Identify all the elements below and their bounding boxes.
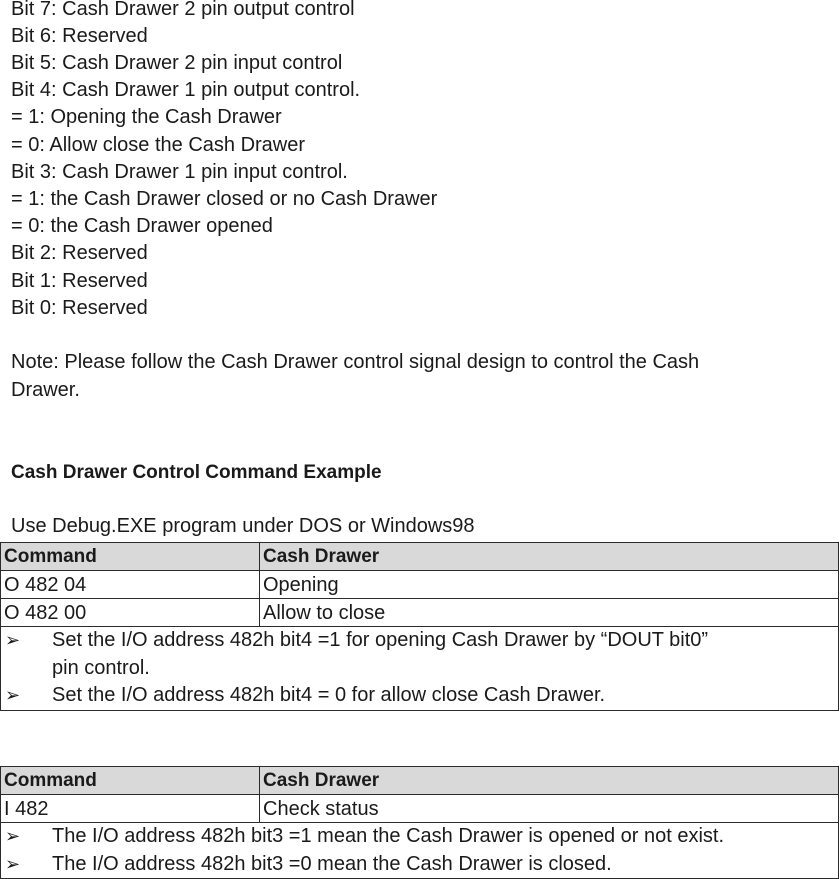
bit2-line: Bit 2: Reserved [11,242,148,264]
note-line-2: Drawer. [11,379,80,401]
bit4-value1-line: = 1: Opening the Cash Drawer [11,106,282,128]
command-cell: O 482 04 [1,571,260,599]
bit4-value0-line: = 0: Allow close the Cash Drawer [11,134,306,156]
bullet-item [1,823,838,851]
header-command: Command [1,543,260,571]
cash-drawer-cell: Allow to close [260,599,839,627]
arrow-bullet-icon: ➢ [5,853,21,874]
bit7-line: Bit 7: Cash Drawer 2 pin output control [11,0,355,20]
arrow-bullet-icon: ➢ [5,826,21,846]
table-row [1,795,839,823]
command-table-read [0,766,839,879]
table-row [1,599,839,627]
arrow-bullet-icon: ➢ [5,685,21,705]
notes-cell [1,823,839,879]
bullet-text-continued: pin control. [52,656,150,679]
table-notes-row [1,627,839,711]
bit6-line: Bit 6: Reserved [11,25,148,47]
bit3-line: Bit 3: Cash Drawer 1 pin input control. [11,161,348,183]
bullet-text: Set the I/O address 482h bit4 = 0 for allow close Cash Drawer. [52,684,606,706]
arrow-bullet-icon: ➢ [5,630,21,650]
bullet-text: Set the I/O address 482h bit4 =1 for opening Cash Drawer by “DOUT bit0” [52,629,709,651]
notes-cell [1,627,839,711]
bit0-line: Bit 0: Reserved [11,297,148,319]
bit4-line: Bit 4: Cash Drawer 1 pin output control. [11,79,361,101]
table-notes-row [1,823,839,879]
intro-line: Use Debug.EXE program under DOS or Windows98 [11,515,475,537]
bit3-value0-line: = 0: the Cash Drawer opened [11,215,273,237]
bullet-text: The I/O address 482h bit3 =0 mean the Cash Drawer is closed. [52,852,612,875]
cash-drawer-cell: Opening [260,571,839,599]
command-cell: I 482 [1,795,260,823]
header-cash-drawer: Cash Drawer [260,767,839,795]
bit1-line: Bit 1: Reserved [11,270,148,292]
bullet-item [1,682,838,710]
header-cash-drawer: Cash Drawer [260,543,839,571]
table-header-row [1,767,839,795]
bit3-value1-line: = 1: the Cash Drawer closed or no Cash Drawer [11,188,438,210]
table-row [1,571,839,599]
table-header-row [1,543,839,571]
command-table-write [0,542,839,711]
bullet-item [1,851,838,879]
bit5-line: Bit 5: Cash Drawer 2 pin input control [11,52,343,74]
bullet-item [1,627,838,682]
bullet-text: The I/O address 482h bit3 =1 mean the Cash Drawer is opened or not exist. [52,825,725,847]
note-line-1: Note: Please follow the Cash Drawer control signal design to control the Cash [11,351,700,373]
header-command: Command [1,767,260,795]
cash-drawer-cell: Check status [260,795,839,823]
command-cell: O 482 00 [1,599,260,627]
section-heading: Cash Drawer Control Command Example [11,462,382,483]
